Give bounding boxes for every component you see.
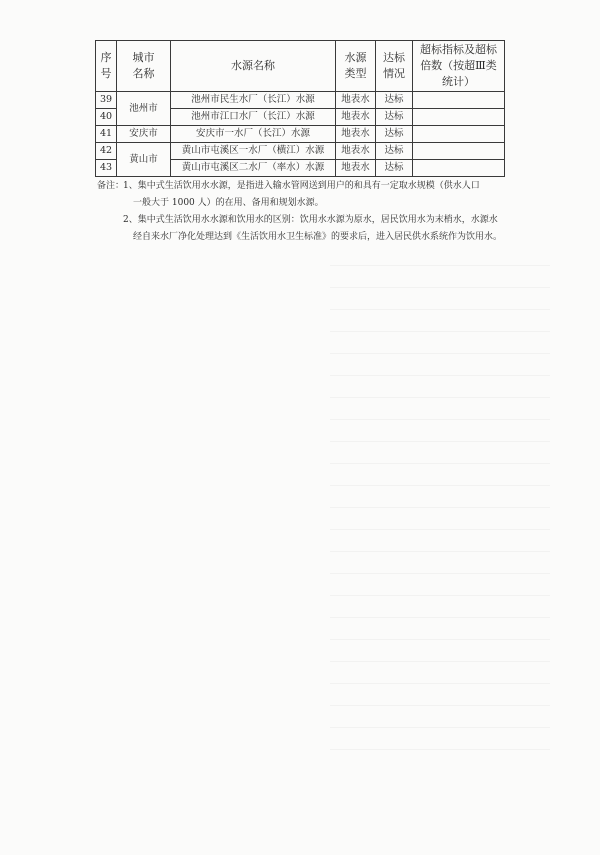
cell-index: 41	[96, 126, 117, 143]
table-header-row	[96, 41, 505, 92]
header-status: 达标情况	[376, 41, 413, 92]
cell-exceedance	[413, 160, 505, 177]
cell-index: 42	[96, 143, 117, 160]
cell-status: 达标	[376, 92, 413, 109]
note-2-line-1: 2、集中式生活饮用水水源和饮用水的区别：饮用水水源为原水，居民饮用水为末梢水，水源水	[123, 215, 498, 225]
note-1-line-2: 一般大于 1000 人）的在用、备用和规划水源。	[133, 198, 324, 208]
cell-city: 安庆市	[117, 126, 171, 143]
header-source-name: 水源名称	[171, 41, 336, 92]
cell-source-name: 黄山市屯溪区二水厂（率水）水源	[171, 160, 336, 177]
cell-status: 达标	[376, 160, 413, 177]
header-city: 城市名称	[117, 41, 171, 92]
cell-source-name: 池州市江口水厂（长江）水源	[171, 109, 336, 126]
table-row	[96, 143, 505, 160]
table-row	[96, 126, 505, 143]
cell-status: 达标	[376, 126, 413, 143]
header-source-type: 水源类型	[336, 41, 376, 92]
cell-index: 40	[96, 109, 117, 126]
cell-index: 39	[96, 92, 117, 109]
cell-exceedance	[413, 143, 505, 160]
cell-source-type: 地表水	[336, 160, 376, 177]
cell-source-name: 池州市民生水厂（长江）水源	[171, 92, 336, 109]
cell-source-name: 黄山市屯溪区一水厂（横江）水源	[171, 143, 336, 160]
footnotes	[97, 178, 527, 246]
water-source-table	[95, 40, 505, 177]
cell-source-type: 地表水	[336, 143, 376, 160]
cell-source-name: 安庆市一水厂（长江）水源	[171, 126, 336, 143]
scan-bleed-through	[330, 250, 550, 750]
cell-status: 达标	[376, 143, 413, 160]
cell-source-type: 地表水	[336, 109, 376, 126]
cell-exceedance	[413, 126, 505, 143]
note-1-line-1: 备注： 1、集中式生活饮用水水源，是指进入输水管网送到用户的和具有一定取水规模（供水人口	[97, 178, 527, 195]
header-exceedance: 超标指标及超标倍数（按超Ⅲ类统计）	[413, 41, 505, 92]
cell-source-type: 地表水	[336, 126, 376, 143]
table-row	[96, 92, 505, 109]
cell-city: 黄山市	[117, 143, 171, 177]
cell-source-type: 地表水	[336, 92, 376, 109]
cell-index: 43	[96, 160, 117, 177]
cell-status: 达标	[376, 109, 413, 126]
cell-city: 池州市	[117, 92, 171, 126]
header-index: 序号	[96, 41, 117, 92]
notes-label: 备注：	[97, 181, 125, 191]
cell-exceedance	[413, 92, 505, 109]
note-2-line-2: 经自来水厂净化处理达到《生活饮用水卫生标准》的要求后，进入居民供水系统作为饮用水。	[133, 232, 503, 242]
cell-exceedance	[413, 109, 505, 126]
